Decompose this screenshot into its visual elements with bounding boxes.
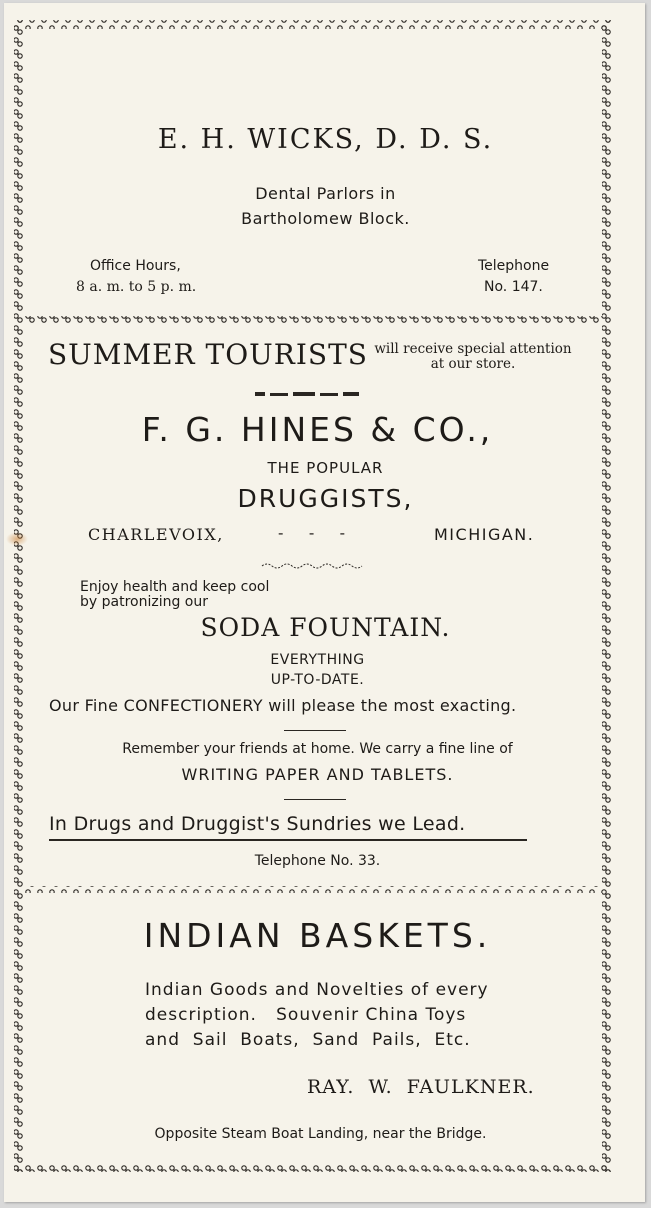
telephone-value: No. 147. [484, 279, 543, 295]
remember-line: Remember your friends at home. We carry a fine line of [122, 741, 513, 757]
short-rule-1 [284, 730, 346, 731]
dashes: - - - [278, 523, 346, 542]
location-line: Opposite Steam Boat Landing, near the Bridge. [154, 1126, 487, 1142]
the-popular: THE POPULAR [267, 459, 384, 477]
lead-underline [49, 839, 527, 841]
attention-line1: will receive special attention [374, 341, 572, 357]
summer-tourists: SUMMER TOURISTS [48, 338, 368, 371]
writing-paper: WRITING PAPER AND TABLETS. [181, 765, 454, 784]
drugs-lead: In Drugs and Druggist's Sundries we Lead. [49, 813, 466, 835]
faulkner-name: RAY. W. FAULKNER. [307, 1076, 535, 1098]
telephone-label: Telephone [478, 258, 550, 274]
desc-line1: Indian Goods and Novelties of every [145, 980, 489, 1000]
soda-fountain: SODA FOUNTAIN. [200, 613, 451, 642]
hines-name: F. G. HINES & CO., [141, 410, 494, 449]
wavy-separator [262, 564, 362, 568]
everything: EVERYTHING [270, 652, 365, 668]
enjoy-line1: Enjoy health and keep cool [80, 579, 270, 595]
charlevoix: CHARLEVOIX, [88, 525, 224, 544]
wicks-name: E. H. WICKS, D. D. S. [157, 124, 494, 155]
decorative-bar [255, 392, 359, 396]
desc-line3: and Sail Boats, Sand Pails, Etc. [145, 1030, 471, 1050]
indian-baskets: INDIAN BASKETS. [143, 916, 492, 955]
enjoy-line2: by patronizing our [80, 594, 208, 610]
office-hours-value: 8 a. m. to 5 p. m. [76, 279, 197, 295]
confectionery-line: Our Fine CONFECTIONERY will please the most exacting. [49, 696, 517, 715]
short-rule-2 [284, 799, 346, 800]
desc-line2: description. Souvenir China Toys [145, 1005, 467, 1025]
office-hours-label: Office Hours, [90, 258, 181, 274]
druggists: DRUGGISTS, [237, 484, 414, 513]
wicks-line1: Dental Parlors in [255, 184, 396, 203]
attention-line2: at our store. [430, 356, 516, 372]
hines-telephone: Telephone No. 33. [254, 853, 381, 869]
paper-stain [6, 532, 28, 546]
up-to-date: UP-TO-DATE. [270, 672, 365, 688]
michigan: MICHIGAN. [434, 525, 535, 544]
wicks-line2: Bartholomew Block. [241, 209, 410, 228]
